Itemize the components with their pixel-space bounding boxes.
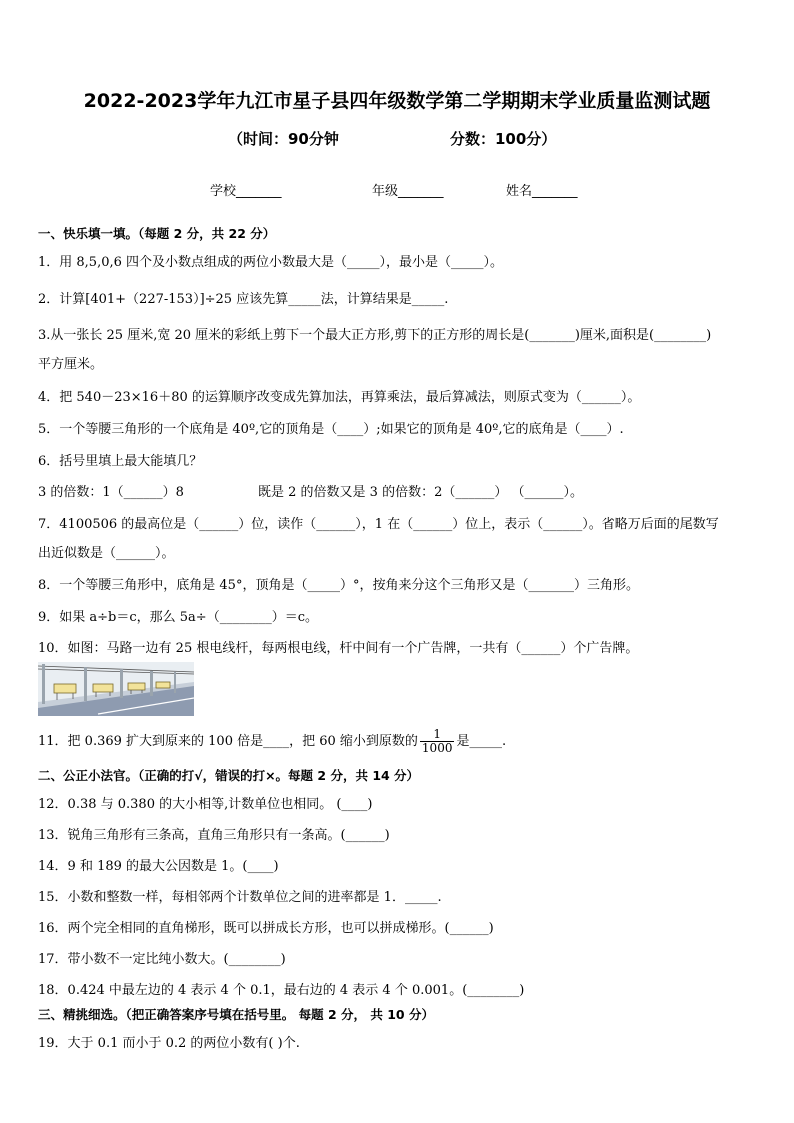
question-1: 1．用 8,5,0,6 四个及小数点组成的两位小数最大是（_____），最小是（_____）。 (38, 255, 504, 270)
section-1-heading: 一、快乐填一填。（每题 2 分，共 22 分） (38, 226, 276, 241)
question-18: 18．0.424 中最左边的 4 表示 4 个 0.1，最右边的 4 表示 4 个 0.001。(________) (38, 983, 525, 998)
section-2-heading: 二、公正小法官。（正确的打√，错误的打×。每题 2 分，共 14 分） (38, 768, 420, 783)
fraction-numerator: 1 (420, 728, 455, 742)
question-19: 19．大于 0.1 而小于 0.2 的两位小数有( )个. (38, 1036, 300, 1051)
question-6-part-a: 3 的倍数：1（______）8 (38, 485, 184, 500)
question-6-part-b: 既是 2 的倍数又是 3 的倍数：2（______） （______）。 (258, 485, 583, 500)
question-5: 5．一个等腰三角形的一个底角是 40º,它的顶角是（____）;如果它的顶角是 40º,它的底角是（____）. (38, 422, 624, 437)
school-field: 学校_______ (210, 184, 282, 199)
question-6: 6．括号里填上最大能填几？ (38, 454, 203, 469)
question-17: 17．带小数不一定比纯小数大。(________) (38, 952, 286, 967)
question-7-line-1: 7．4100506 的最高位是（______）位，读作（______），1 在（______）位上，表示（______）。省略万后面的尾数写 (38, 517, 719, 532)
question-2: 2．计算[401+（227-153）]÷25 应该先算_____法，计算结果是_____. (38, 292, 449, 307)
section-3-heading: 三、精挑细选。（把正确答案序号填在括号里。 每题 2 分， 共 10 分） (38, 1007, 434, 1022)
question-13: 13．锐角三角形有三条高，直角三角形只有一条高。(______) (38, 828, 390, 843)
question-8: 8．一个等腰三角形中，底角是 45°，顶角是（_____）°，按角来分这个三角形又是（_______）三角形。 (38, 578, 639, 593)
question-9: 9．如果 a÷b＝c，那么 5a÷（________）＝c。 (38, 610, 318, 625)
question-16: 16．两个完全相同的直角梯形，既可以拼成长方形，也可以拼成梯形。(______) (38, 921, 494, 936)
exam-time: （时间：90分钟 (228, 130, 339, 148)
question-10: 10．如图：马路一边有 25 根电线杆，每两根电线，杆中间有一个广告牌，一共有（______）个广告牌。 (38, 641, 639, 656)
question-11-part-a: 11．把 0.369 扩大到原来的 100 倍是____，把 60 缩小到原数的 (38, 734, 418, 749)
question-4: 4．把 540－23×16＋80 的运算顺序改变成先算加法，再算乘法，最后算减法，则原式变为（______）。 (38, 390, 641, 405)
exam-score: 分数：100分） (450, 130, 557, 148)
question-3-line-1: 3.从一张长 25 厘米,宽 20 厘米的彩纸上剪下一个最大正方形,剪下的正方形的周长是(_______)厘米,面积是(________) (38, 328, 712, 343)
question-11 (38, 728, 506, 755)
question-3-line-2: 平方厘米。 (38, 357, 104, 372)
question-14: 14．9 和 189 的最大公因数是 1。(____) (38, 859, 279, 874)
question-12: 12．0.38 与 0.380 的大小相等,计数单位也相同。 (____) (38, 797, 373, 812)
road-poles-billboards-image (38, 662, 194, 716)
fraction-one-thousandth (420, 728, 455, 755)
page-title: 2022-2023学年九江市星子县四年级数学第二学期期末学业质量监测试题 (83, 90, 711, 112)
grade-field: 年级_______ (372, 184, 444, 199)
question-7-line-2: 出近似数是（______）。 (38, 546, 175, 561)
question-11-part-b: 是_____. (456, 734, 507, 749)
question-15: 15．小数和整数一样，每相邻两个计数单位之间的进率都是 1．_____. (38, 890, 442, 905)
fraction-denominator: 1000 (421, 741, 453, 755)
name-field: 姓名_______ (506, 184, 578, 199)
